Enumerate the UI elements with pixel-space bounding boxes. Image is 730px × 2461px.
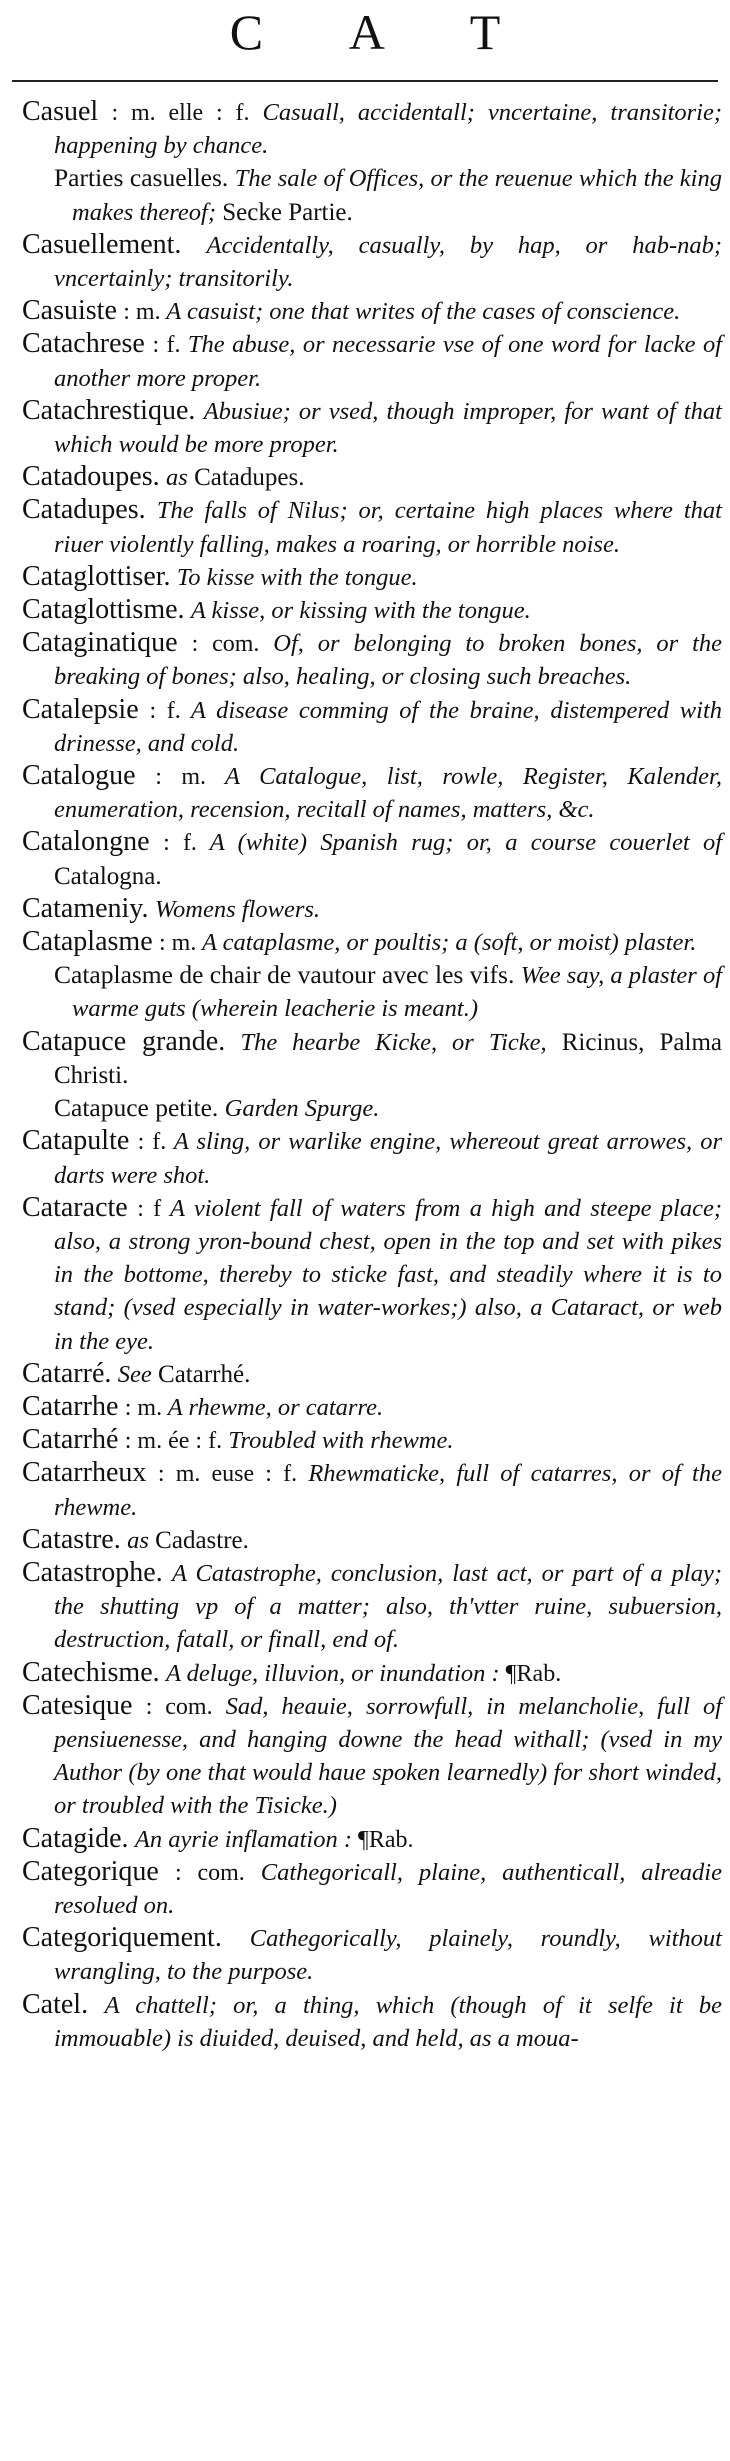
definition: A (white) Spanish rug; or, a course couerlet of — [196, 829, 722, 857]
headword: Cataglottisme. — [22, 594, 185, 626]
definition: Garden Spurge. — [224, 1095, 380, 1123]
definition: Womens flowers. — [154, 895, 321, 923]
dictionary-entry — [22, 1026, 722, 1092]
definition: A casuist; one that writes of the cases of conscience. — [160, 298, 681, 326]
grammar-note: : m. — [124, 1394, 163, 1421]
dictionary-entry — [22, 1391, 722, 1424]
headword: Catadupes. — [22, 494, 146, 526]
cross-reference: Ricinus, Palma Christi. — [54, 1028, 722, 1089]
definition: Troubled with rhewme. — [222, 1427, 454, 1455]
dictionary-entry — [22, 1524, 722, 1557]
dictionary-entry — [22, 694, 722, 760]
definition: A deluge, illuvion, or inundation : — [166, 1659, 500, 1687]
definition: Cathegoricall, plaine, authenticall, alreadie resolued on. — [54, 1858, 722, 1919]
dictionary-entry — [22, 229, 722, 295]
cross-reference: Catarrhé. — [151, 1360, 251, 1388]
definition: A chattell; or, a thing, which (though of it selfe it be immouable) is diuided, deuised, and held, as a moua- — [54, 1991, 723, 2052]
grammar-note: : m. euse : f. — [157, 1461, 298, 1488]
dictionary-entry — [22, 1424, 722, 1457]
sub-entry — [22, 162, 722, 228]
headword: Catastre. — [22, 1523, 121, 1555]
dictionary-entry — [22, 1125, 722, 1191]
headword: Cataracte — [22, 1191, 128, 1223]
headword: Catapuce grande. — [22, 1025, 226, 1057]
dictionary-entry — [22, 1358, 722, 1391]
source-mark: ¶Rab. — [499, 1660, 562, 1687]
sub-entry — [22, 959, 722, 1025]
headword: Casuel — [22, 96, 99, 127]
headword: Catesique — [22, 1689, 133, 1721]
definition: Rhewmaticke, full of catarres, or of the rhewme. — [54, 1460, 722, 1521]
grammar-note: : m. — [123, 299, 161, 326]
grammar-note: : f. — [149, 697, 181, 724]
headword: Cataginatique — [22, 627, 178, 659]
definition: A Catastrophe, conclusion, last act, or part of a play; the shutting vp of a matter; also, th'vtter ruine, subuersion, destruction, fatall, or finall, end of. — [54, 1559, 722, 1654]
definition: Casuall, accidentall; vncertaine, transitorie; happening by chance. — [54, 99, 723, 160]
definition: A sling, or warlike engine, whereout great arrowes, or darts were shot. — [54, 1128, 722, 1189]
dictionary-entry — [22, 1856, 722, 1922]
grammar-note: : m. — [159, 930, 197, 957]
definition: Of, or belonging to broken bones, or the breaking of bones; also, healing, or closing such breaches. — [54, 630, 723, 691]
headword: Catapuce petite. — [54, 1093, 219, 1123]
headword: Catapulte — [22, 1125, 130, 1157]
grammar-note: : com. — [145, 1693, 213, 1720]
headword: Casuiste — [22, 295, 117, 327]
headword: Catarrheux — [22, 1457, 147, 1489]
dictionary-entry — [22, 461, 722, 494]
grammar-note: : f — [137, 1195, 162, 1222]
headword: Catechisme. — [22, 1656, 160, 1688]
definition: A cataplasme, or poultis; a (soft, or moist) plaster. — [196, 929, 697, 957]
dictionary-entry — [22, 1657, 722, 1690]
definition: Cathegorically, plainely, roundly, without wrangling, to the purpose. — [54, 1925, 722, 1986]
headword: Catalogue — [22, 760, 136, 792]
entry-list — [22, 96, 722, 2055]
definition: To kisse with the tongue. — [176, 563, 418, 591]
definition: The hearbe Kicke, or Ticke, — [240, 1028, 547, 1056]
dictionary-entry — [22, 1922, 722, 1988]
dictionary-entry — [22, 1192, 722, 1358]
dictionary-entry — [22, 1823, 722, 1856]
page-header: C A T — [229, 4, 539, 60]
dictionary-entry — [22, 1457, 722, 1523]
cross-reference: Catadupes. — [187, 464, 305, 492]
headword: Catastrophe. — [22, 1556, 163, 1588]
dictionary-entry — [22, 395, 722, 461]
definition: The falls of Nilus; or, certaine high places where that riuer violently falling, makes a roaring, or horrible noise. — [54, 497, 722, 558]
headword: Cataglottiser. — [22, 560, 171, 592]
header-rule — [12, 80, 718, 82]
sub-entry — [22, 1092, 722, 1125]
definition: A Catalogue, list, rowle, Register, Kalender, enumeration, recension, recitall of names, matters, &c. — [54, 763, 722, 824]
grammar-note: : com. — [191, 631, 260, 658]
headword: Catarré. — [22, 1357, 112, 1389]
cross-reference: Secke Partie. — [216, 198, 353, 226]
dictionary-entry — [22, 627, 722, 693]
definition: Sad, heauie, sorrowfull, in melancholie, full of pensiuenesse, and hanging downe the head withall; (vsed in my Author (by one that would haue spoken learnedly) for short winded, or troubled with the Tisicke.) — [54, 1692, 722, 1820]
headword: Parties casuelles. — [54, 163, 229, 193]
definition: as — [127, 1526, 149, 1554]
dictionary-entry — [22, 494, 722, 560]
headword: Catalepsie — [22, 693, 139, 725]
dictionary-entry — [22, 1557, 722, 1657]
grammar-note: : f. — [137, 1129, 167, 1156]
dictionary-entry — [22, 760, 722, 826]
dictionary-entry — [22, 826, 722, 892]
headword: Categorique — [22, 1855, 159, 1887]
grammar-note: : m. elle : f. — [111, 100, 250, 126]
definition: A disease comming of the braine, distempered with drinesse, and cold. — [54, 696, 723, 757]
dictionary-entry — [22, 328, 722, 394]
headword: Catalongne — [22, 826, 150, 858]
definition: The abuse, or necessarie vse of one word for lacke of another more proper. — [54, 331, 723, 392]
headword: Categoriquement. — [22, 1922, 222, 1954]
definition: as — [166, 464, 188, 492]
dictionary-entry — [22, 893, 722, 926]
grammar-note: : m. ée : f. — [124, 1428, 223, 1455]
headword: Cataplasme — [22, 926, 153, 958]
dictionary-entry — [22, 96, 722, 162]
source-mark: ¶Rab. — [351, 1826, 414, 1853]
definition: The sale of Offices, or the reuenue which the king makes thereof; — [72, 165, 722, 226]
definition: Accidentally, casually, by hap, or hab-nab; vncertainly; transitorily. — [54, 231, 723, 293]
grammar-note: : com. — [175, 1859, 245, 1886]
definition: See — [117, 1360, 152, 1388]
grammar-note: : f. — [163, 830, 197, 857]
definition: A rhewme, or catarre. — [162, 1393, 384, 1421]
cross-reference: Catalogna. — [54, 862, 162, 890]
definition: A kisse, or kissing with the tongue. — [190, 597, 531, 625]
grammar-note: : m. — [155, 764, 206, 791]
definition: An ayrie inflamation : — [134, 1825, 352, 1853]
grammar-note: : f. — [152, 332, 181, 359]
headword: Catachrestique. — [22, 394, 196, 426]
definition: Abusiue; or vsed, though improper, for want of that which would be more proper. — [54, 397, 722, 459]
headword: Casuellement. — [22, 228, 182, 260]
headword: Cataplasme de chair de vautour avec les vifs. — [54, 960, 515, 990]
dictionary-entry — [22, 295, 722, 328]
headword: Catameniy. — [22, 892, 149, 924]
dictionary-entry — [22, 1989, 722, 2055]
dictionary-entry — [22, 594, 722, 627]
definition: Wee say, a plaster of warme guts (wherein leacherie is meant.) — [72, 962, 722, 1023]
headword: Catarrhe — [22, 1390, 119, 1422]
dictionary-entry — [22, 1690, 722, 1823]
definition: A violent fall of waters from a high and steepe place; also, a strong yron-bound chest, open in the top and set with pikes in the bottome, thereby to sticke fast, and steadily where it is to stand; (vsed especially in water-workes;) also, a Cataract, or web in the eye. — [54, 1194, 722, 1355]
headword: Catarrhé — [22, 1424, 119, 1456]
dictionary-entry — [22, 561, 722, 594]
headword: Catel. — [22, 1988, 89, 2020]
headword: Catadoupes. — [22, 461, 160, 493]
headword: Catachrese — [22, 328, 145, 360]
cross-reference: Cadastre. — [148, 1526, 249, 1554]
dictionary-entry — [22, 926, 722, 959]
headword: Catagide. — [22, 1822, 129, 1854]
